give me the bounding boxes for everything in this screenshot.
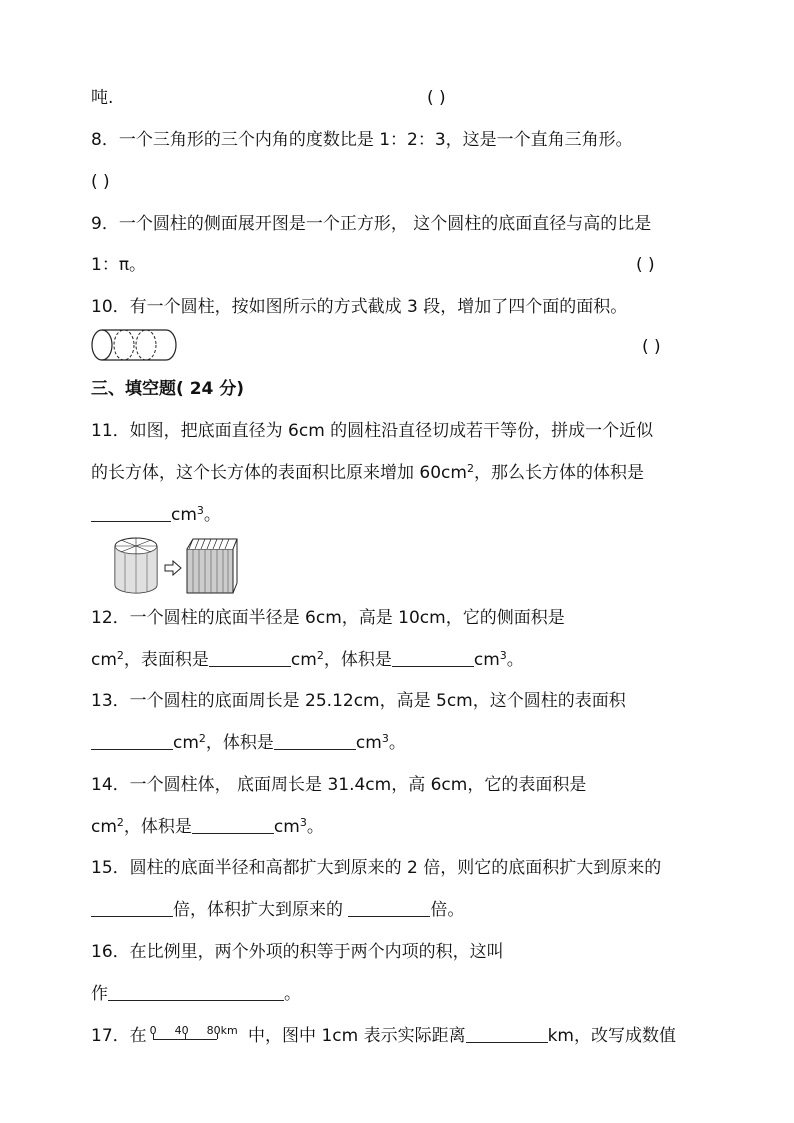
q10-answer-paren[interactable]: ( ) bbox=[642, 337, 661, 357]
q12-line2: $cm^2$，表面积是 $cm^2$，体积是 $cm^3$。 bbox=[91, 649, 524, 670]
q15-volume-blank[interactable] bbox=[348, 898, 430, 917]
q11-line1: 11．如图，把底面直径为 6cm 的圆柱沿直径切成若干等份，拼成一个近似 bbox=[91, 421, 654, 441]
section-3-title: 三、填空题( 24 分) bbox=[91, 379, 245, 399]
q15-line2: 倍，体积扩大到原来的 倍。 bbox=[91, 898, 464, 922]
q7-answer-paren[interactable]: ( ) bbox=[427, 88, 446, 108]
q13-surface-blank[interactable] bbox=[91, 731, 173, 750]
q9-answer-paren[interactable]: ( ) bbox=[636, 255, 655, 275]
q15-line1: 15．圆柱的底面半径和高都扩大到原来的 2 倍，则它的底面积扩大到原来的 bbox=[91, 858, 662, 878]
q13-volume-blank[interactable] bbox=[274, 731, 356, 750]
q17-distance-blank[interactable] bbox=[466, 1024, 548, 1043]
q16-answer-blank[interactable] bbox=[108, 982, 284, 1001]
q14-line1: 14．一个圆柱体， 底面周长是 31.4cm，高 6cm，它的表面积是 bbox=[91, 775, 587, 795]
q8-text: 8．一个三角形的三个内角的度数比是 1：2：3，这是一个直角三角形。 bbox=[91, 130, 633, 150]
q17-line1: 17．在 0 40 80km 中，图中 1cm 表示实际距离 km，改写成数值 bbox=[91, 1023, 676, 1048]
q13-line2: $cm^2$，体积是 $cm^3$。 bbox=[91, 731, 406, 755]
q11-answer-blank[interactable] bbox=[91, 503, 171, 522]
scale-label-40: 40 bbox=[174, 1024, 189, 1037]
q15-area-blank[interactable] bbox=[91, 898, 173, 917]
scale-label-80km: 80km bbox=[206, 1024, 238, 1037]
q12-surface-blank[interactable] bbox=[209, 648, 291, 667]
q10-text: 10．有一个圆柱，按如图所示的方式截成 3 段，增加了四个面的面积。 bbox=[91, 297, 628, 317]
q14-line2: $cm^2$，体积是 $cm^3$。 bbox=[91, 816, 324, 837]
q16-line1: 16．在比例里，两个外项的积等于两个内项的积，这叫 bbox=[91, 942, 504, 962]
q16-line2: 作 。 bbox=[91, 984, 301, 1004]
q11-line3: $cm^3$。 bbox=[91, 503, 221, 527]
q8-answer-paren[interactable]: ( ) bbox=[91, 172, 110, 192]
q12-volume-blank[interactable] bbox=[392, 648, 474, 667]
q9-line1: 9．一个圆柱的侧面展开图是一个正方形， 这个圆柱的底面直径与高的比是 bbox=[91, 214, 652, 234]
q13-line1: 13．一个圆柱的底面周长是 25.12cm，高是 5cm，这个圆柱的表面积 bbox=[91, 691, 626, 711]
scale-label-0: 0 bbox=[149, 1024, 157, 1037]
q12-line1: 12．一个圆柱的底面半径是 6cm，高是 10cm，它的侧面积是 bbox=[91, 608, 565, 628]
q14-volume-blank[interactable] bbox=[192, 815, 274, 834]
q9-line2: 1：π。 bbox=[91, 255, 147, 275]
cylinder-cut-figure bbox=[90, 328, 178, 362]
cylinder-to-cuboid-figure bbox=[113, 535, 239, 595]
q7-tail-text: 吨. bbox=[91, 88, 114, 108]
scale-bar bbox=[147, 1023, 243, 1045]
q11-line2: 的长方体，这个长方体的表面积比原来增加 $60cm^2$，那么长方体的体积是 bbox=[91, 462, 644, 483]
